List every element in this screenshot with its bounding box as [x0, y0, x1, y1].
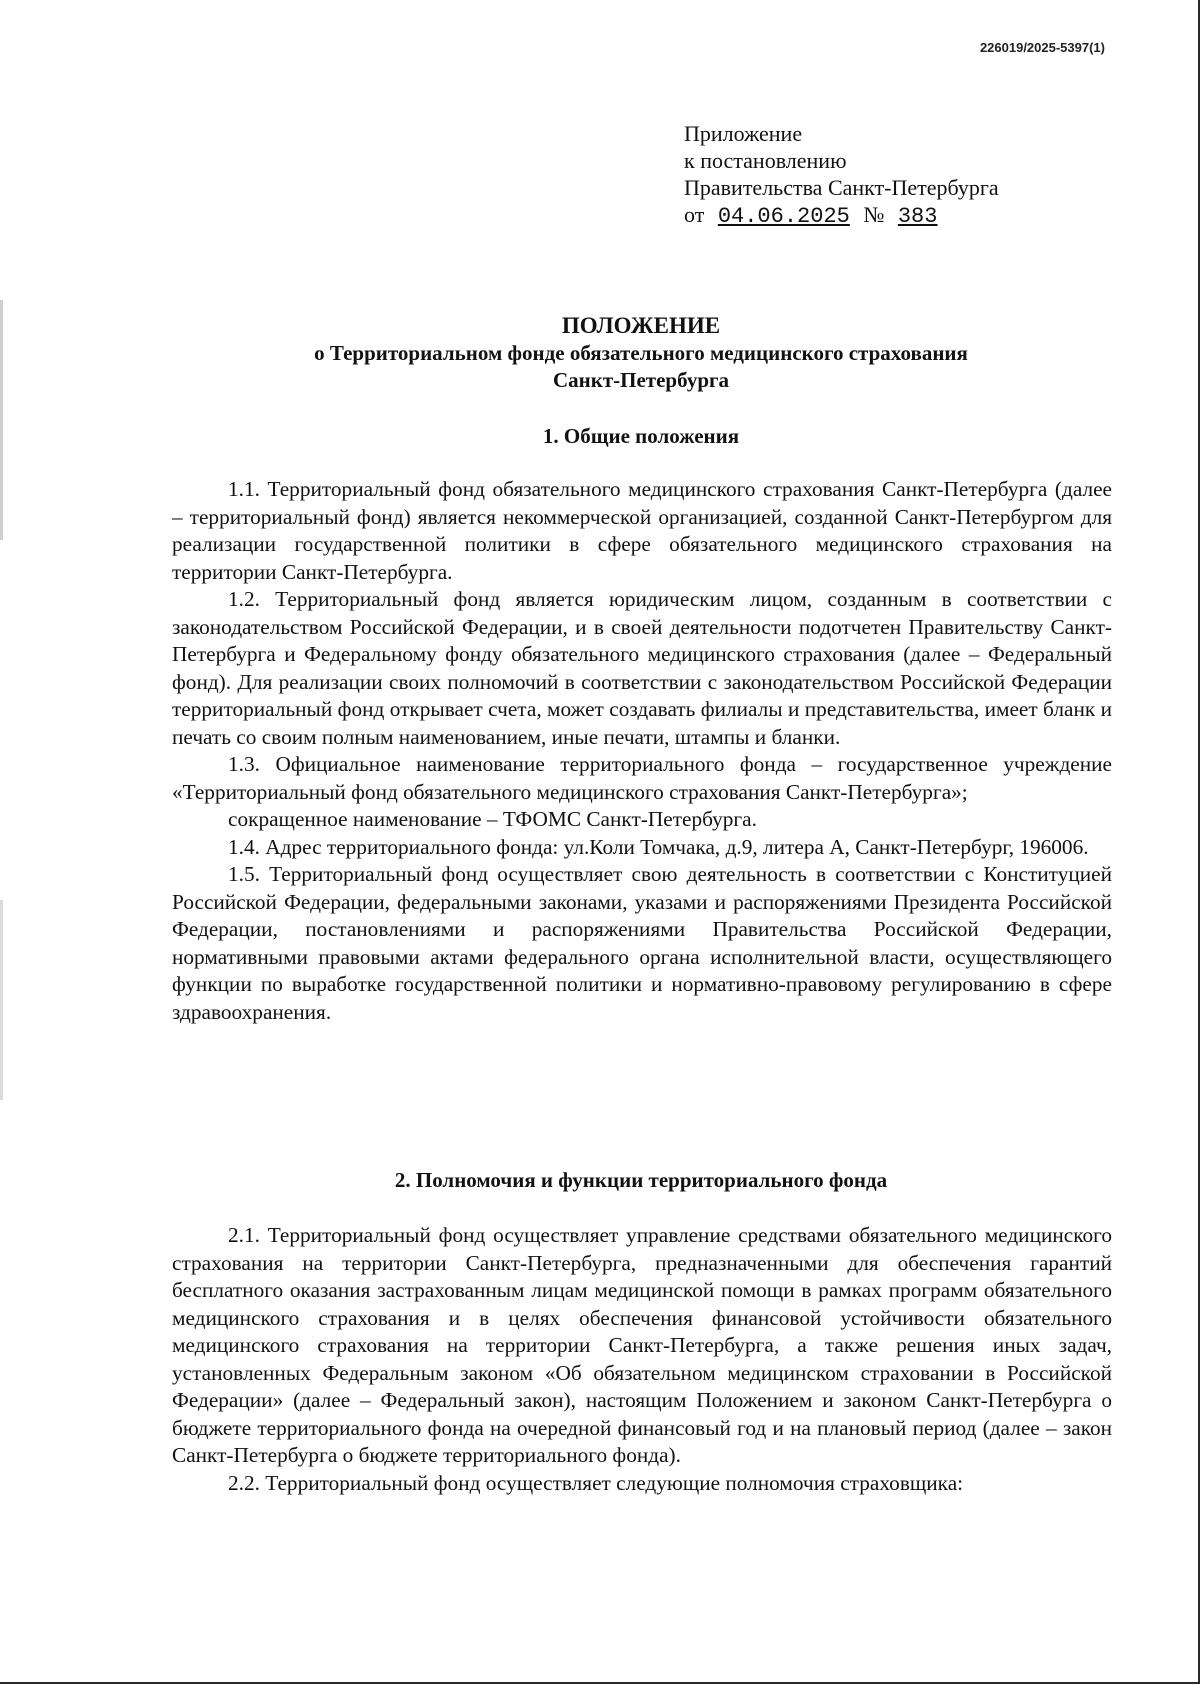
scan-edge-left [0, 300, 3, 540]
document-title [170, 312, 1112, 394]
title-line-2: о Территориальном фонде обязательного медицинского страхования [314, 341, 968, 365]
number-sign: № [863, 202, 885, 227]
section-2-body [172, 1222, 1112, 1497]
paragraph-1-4: 1.4. Адрес территориального фонда: ул.Коли Томчака, д.9, литера А, Санкт-Петербург, 196006. [228, 834, 1089, 859]
section-1-heading: 1. Общие положения [542, 424, 740, 448]
paragraph-1-1: 1.1. Территориальный фонд обязательного медицинского страхования Санкт-Петербурга (далее – территориальный фонд) является некоммерческой организацией, созданной Санкт-Петербургом для реализации государственной политики в сфере обязательного медицинского страхования на территории Санкт-Петербурга. [172, 477, 1112, 584]
paragraph-1-2: 1.2. Территориальный фонд является юридическим лицом, созданным в соответствии с законодательством Российской Федерации, и в своей деятельности подотчетен Правительству Санкт-Петербурга и Федеральному фонду обязательного медицинского страхования (далее – Федеральный фонд). Для реализации своих полномочий в соответствии с законодательством Российской Федерации территориальный фонд открывает счета, может создавать филиалы и представительства, имеет бланк и печать со своим полным наименованием, иные печати, штампы и бланки. [172, 587, 1112, 749]
appendix-line-2: к постановлению [684, 148, 847, 173]
registration-number: 226019/2025-5397(1) [979, 40, 1105, 55]
date-prefix: от [684, 202, 705, 227]
paragraph-1-3-short-name: сокращенное наименование – ТФОМС Санкт-Петербурга. [228, 807, 757, 831]
resolution-number: 383 [897, 204, 938, 229]
section-2-heading: 2. Полномочия и функции территориального фонда [394, 1168, 888, 1192]
appendix-line-3: Правительства Санкт-Петербурга [684, 175, 999, 200]
paragraph-2-1: 2.1. Территориальный фонд осуществляет управление средствами обязательного медицинского страхования на территории Санкт-Петербурга, предназначенными для обеспечения гарантий бесплатного оказания застрахованным лицам медицинской помощи в рамках программ обязательного медицинского страхования и в целях обеспечения финансовой устойчивости обязательного медицинского страхования на территории Санкт-Петербурга, а также решения иных задач, установленных Федеральным законом «Об обязательном медицинском страховании в Российской Федерации» (далее – Федеральный закон), настоящим Положением и законом Санкт-Петербурга о бюджете территориального фонда на очередной финансовый год и на плановый период (далее – закон Санкт-Петербурга о бюджете территориального фонда). [172, 1223, 1112, 1467]
section-1-body [172, 476, 1112, 1026]
resolution-date: 04.06.2025 [717, 204, 850, 229]
title-line-3: Санкт-Петербурга [552, 368, 730, 392]
paragraph-2-2: 2.2. Территориальный фонд осуществляет следующие полномочия страховщика: [228, 1470, 964, 1495]
appendix-date-line [684, 201, 999, 230]
title-line-1: ПОЛОЖЕНИЕ [561, 313, 721, 338]
appendix-block [684, 120, 999, 230]
appendix-line-1: Приложение [684, 121, 803, 146]
paragraph-1-3: 1.3. Официальное наименование территориального фонда – государственное учреждение «Территориальный фонд обязательного медицинского страхования Санкт-Петербурга»; [172, 752, 1112, 804]
scan-edge-left-lower [0, 900, 3, 1100]
paragraph-1-5: 1.5. Территориальный фонд осуществляет свою деятельность в соответствии с Конституцией Российской Федерации, федеральными законами, указами и распоряжениями Президента Российской Федерации, постановлениями и распоряжениями Правительства Российской Федерации, нормативными правовыми актами федерального органа исполнительной власти, осуществляющего функции по выработке государственной политики и нормативно-правовому регулированию в сфере здравоохранения. [172, 862, 1112, 1024]
